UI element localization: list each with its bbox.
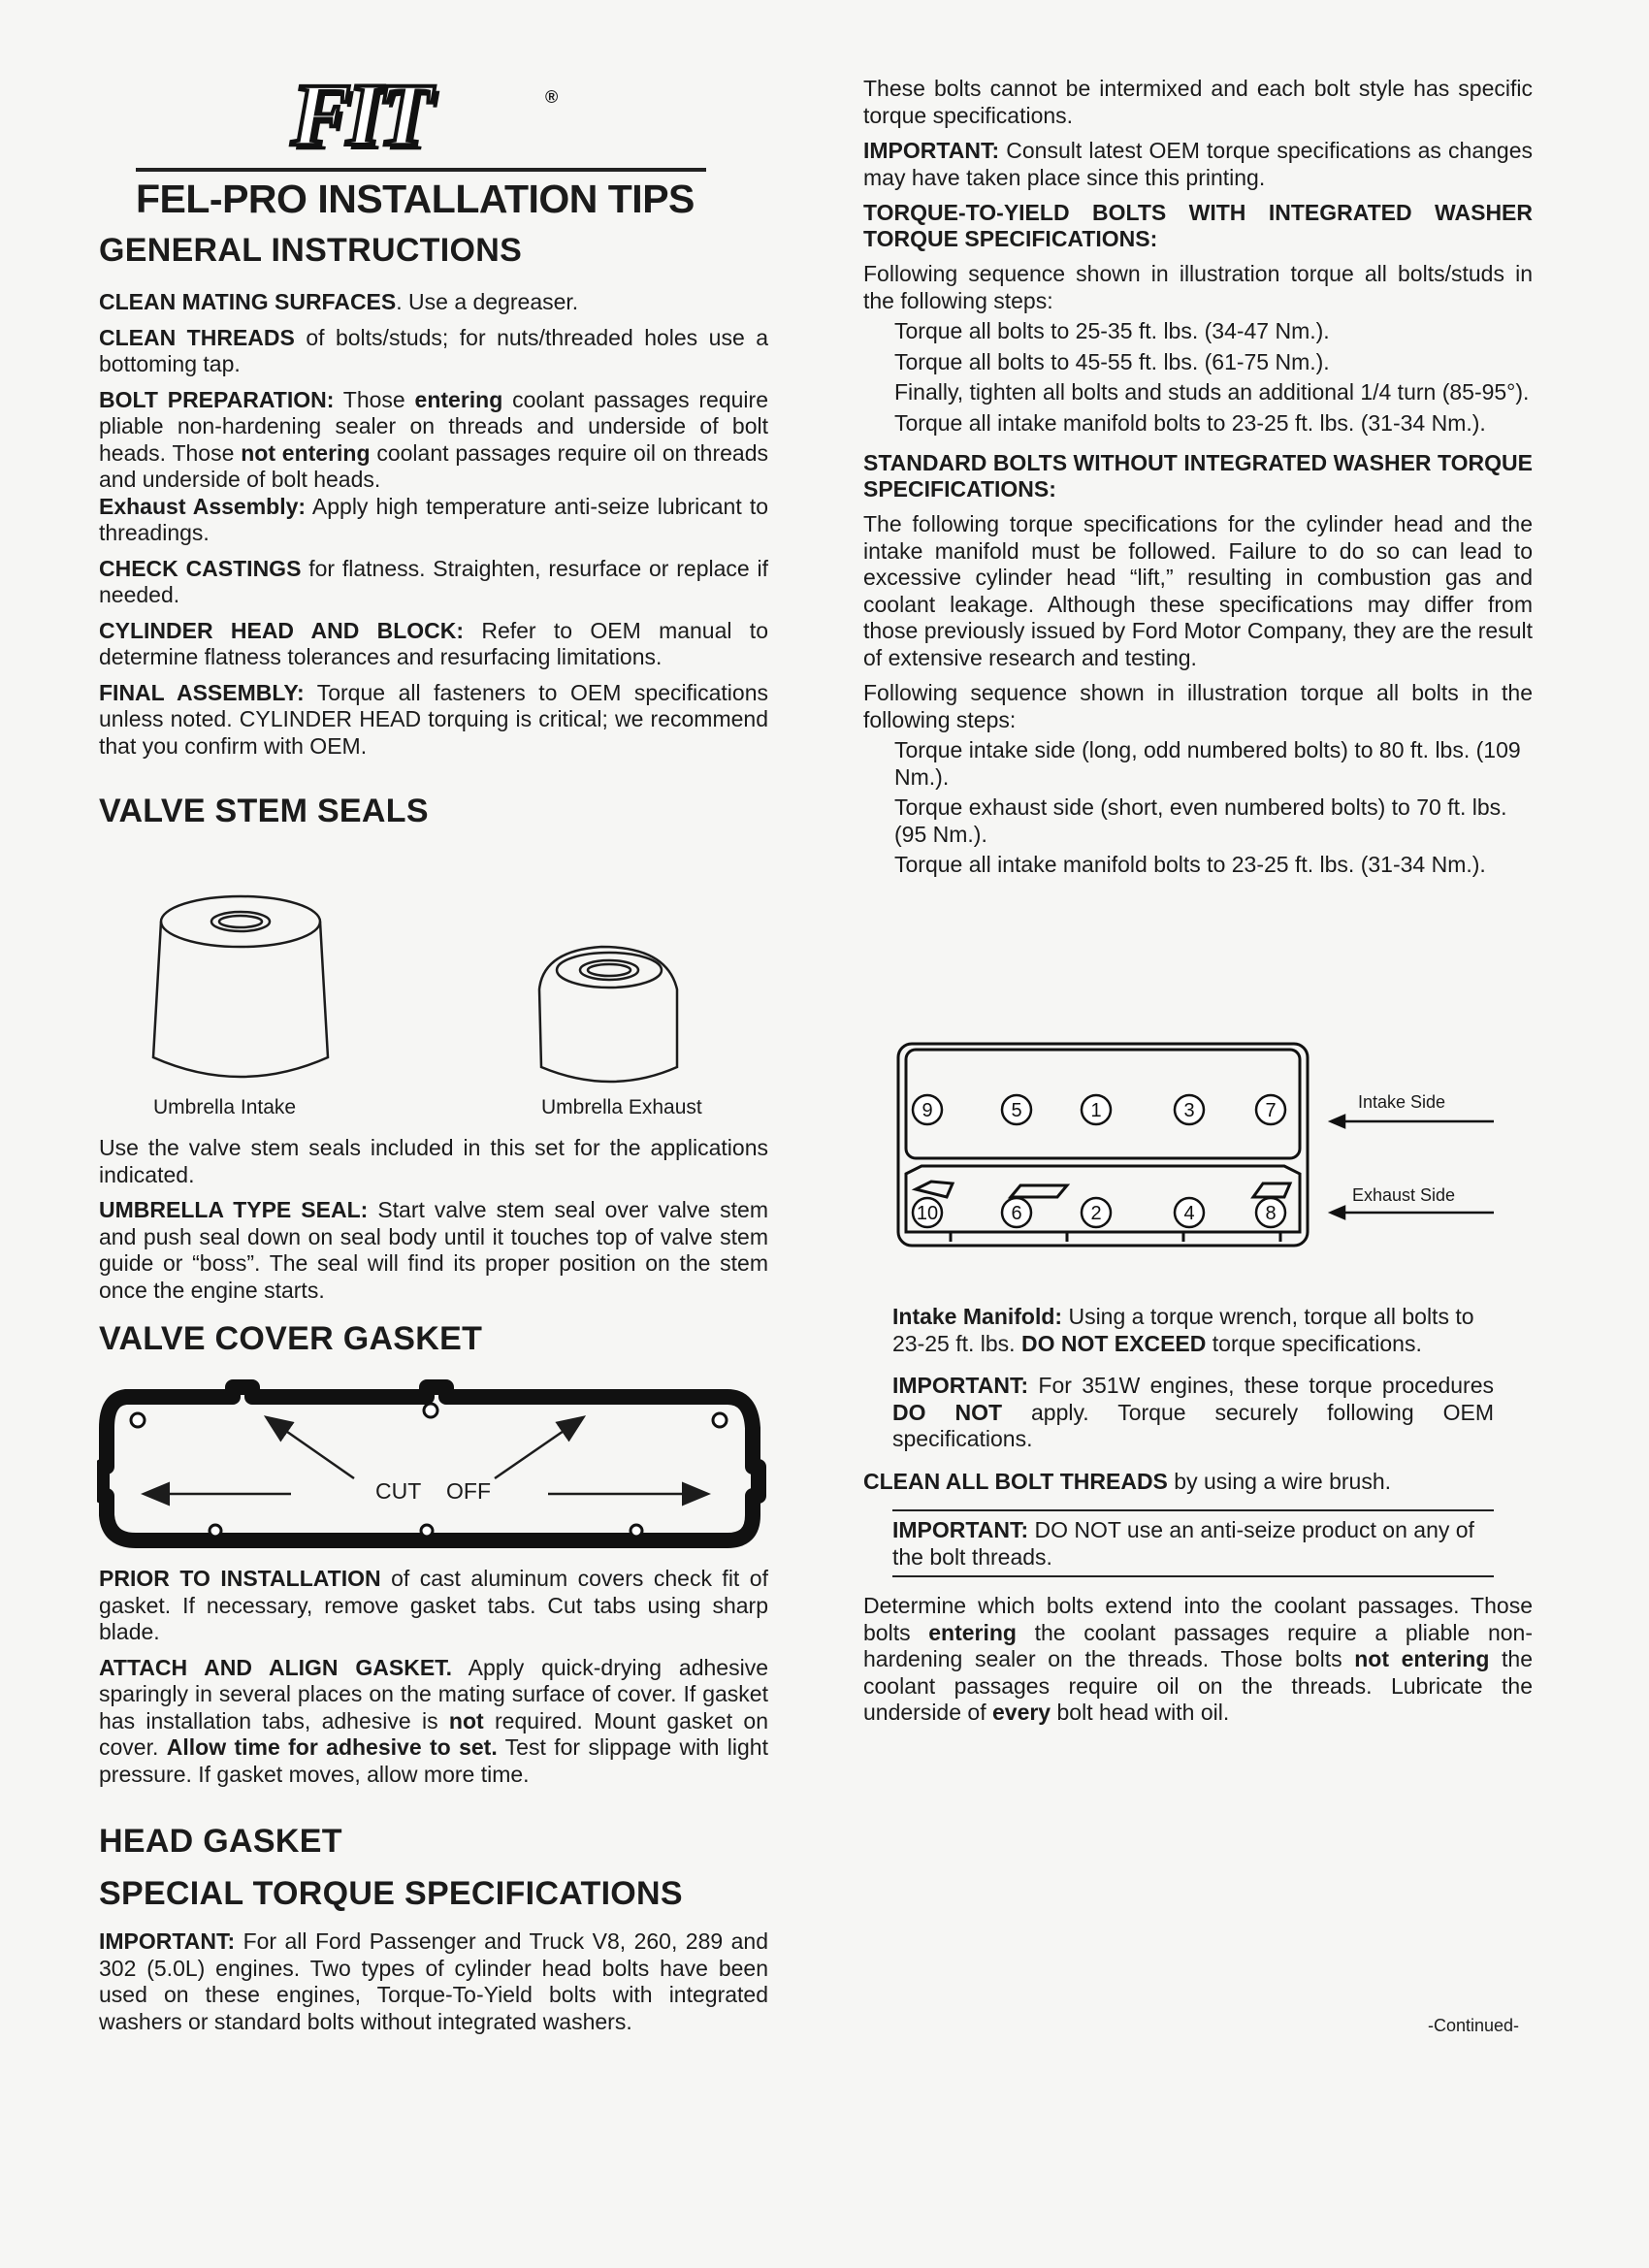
std-step-3: Torque all intake manifold bolts to 23-25 ft. lbs. (31-34 Nm.). <box>894 852 1486 877</box>
para-cylinder-head: CYLINDER HEAD AND BLOCK: Refer to OEM manual to determine flatness tolerances and resurfacing limitations. <box>99 617 768 669</box>
valve-stem-text <box>99 1135 768 1304</box>
bolt-circles <box>913 1095 1285 1227</box>
bolt-8-label: 8 <box>1265 1203 1277 1224</box>
para-clean-bolt-threads: CLEAN ALL BOLT THREADS by using a wire brush. <box>863 1469 1392 1494</box>
registered-mark: ® <box>545 87 559 107</box>
para-final-assembly: FINAL ASSEMBLY: Torque all fasteners to OEM specifications unless noted. CYLINDER HEAD torquing is critical; we recommend that you confirm with OEM. <box>99 679 768 759</box>
section-heading-special-torque: SPECIAL TORQUE SPECIFICATIONS <box>99 1875 683 1912</box>
section-heading-general: GENERAL INSTRUCTIONS <box>99 232 523 269</box>
clean-bolt-threads <box>863 1469 1533 1496</box>
label-exhaust-side: Exhaust Side <box>1352 1185 1456 1205</box>
para-clean-surfaces: CLEAN MATING SURFACES. Use a degreaser. <box>99 289 579 314</box>
rule-top <box>892 1509 1494 1511</box>
para-important-ford: IMPORTANT: For all Ford Passenger and Truck V8, 260, 289 and 302 (5.0L) engines. Two types of cylinder head bolts have been used on these engines, Torque-To-Yield bolts with integrated washers or standard bolts without integrated washers. <box>99 1928 768 2034</box>
para-important-antiseize: IMPORTANT: DO NOT use an anti-seize product on any of the bolt threads. <box>892 1517 1474 1570</box>
para-bolts-intermixed: These bolts cannot be intermixed and each bolt style has specific torque specifications. <box>863 76 1533 128</box>
gasket-outline-icon <box>102 1387 759 1540</box>
para-exhaust-assembly: Exhaust Assembly: Apply high temperature anti-seize lubricant to threadings. <box>99 493 768 545</box>
bolt-1-label: 1 <box>1090 1100 1102 1121</box>
tty-step-2: Torque all bolts to 45-55 ft. lbs. (61-75 Nm.). <box>894 348 1330 374</box>
logo-text: FIT <box>291 65 429 164</box>
heading-standard-bolts: STANDARD BOLTS WITHOUT INTEGRATED WASHER TORQUE SPECIFICATIONS: <box>863 450 1533 502</box>
valve-seal-illustration <box>146 892 728 1116</box>
para-important-oem: IMPORTANT: Consult latest OEM torque specifications as changes may have taken place since this printing. <box>863 138 1533 190</box>
umbrella-intake-icon <box>153 896 328 1077</box>
para-coolant-passages: Determine which bolts extend into the coolant passages. Those bolts entering the coolant passages require a pliable non-hardening sealer on the threads. Those bolts not entering the coolant passages require oil on the threads. Lubricate the underside of every bolt head with oil. <box>863 1593 1533 1725</box>
label-off: OFF <box>442 1478 495 1505</box>
label-umbrella-intake: Umbrella Intake <box>153 1096 297 1118</box>
bolt-6-label: 6 <box>1011 1203 1022 1224</box>
right-column <box>863 76 1533 879</box>
section-heading-head-gasket: HEAD GASKET <box>99 1823 342 1860</box>
bolt-9-label: 9 <box>922 1100 933 1121</box>
important-box <box>892 1517 1494 1571</box>
para-valve-seals: Use the valve stem seals included in this set for the applications indicated. <box>99 1135 768 1187</box>
bolt-7-label: 7 <box>1265 1100 1277 1121</box>
para-bolt-prep: BOLT PREPARATION: Those entering coolant passages require pliable non-hardening sealer on threads and underside of bolt heads. Those not entering coolant passages require oil on threads and underside of bolt heads. <box>99 386 768 492</box>
para-standard-2: Following sequence shown in illustration torque all bolts in the following steps: <box>863 680 1533 732</box>
std-step-1: Torque intake side (long, odd numbered bolts) to 80 ft. lbs. (109 Nm.). <box>894 737 1521 790</box>
label-cut: CUT <box>372 1478 425 1505</box>
left-column <box>99 289 768 760</box>
bolt-4-label: 4 <box>1183 1203 1195 1224</box>
exhaust-side-arrow-icon <box>1331 1207 1494 1218</box>
para-tty-intro: Following sequence shown in illustration torque all bolts/studs in the following steps: <box>863 261 1533 313</box>
rule-bottom <box>892 1575 1494 1577</box>
section-heading-valve-stem: VALVE STEM SEALS <box>99 793 429 829</box>
head-gasket-text <box>99 1928 768 2035</box>
para-umbrella-seal: UMBRELLA TYPE SEAL: Start valve stem seal over valve stem and push seal down on seal body until it touches top of valve stem guide or “boss”. The seal will find its proper position on the stem once the engine starts. <box>99 1197 768 1303</box>
para-prior-install: PRIOR TO INSTALLATION of cast aluminum covers check fit of gasket. If necessary, remove gasket tabs. Cut tabs using sharp blade. <box>99 1566 768 1644</box>
tty-step-1: Torque all bolts to 25-35 ft. lbs. (34-47 Nm.). <box>894 318 1330 343</box>
std-step-2: Torque exhaust side (short, even numbered bolts) to 70 ft. lbs. (95 Nm.). <box>894 794 1507 847</box>
bolt-10-label: 10 <box>916 1203 939 1224</box>
tty-step-3: Finally, tighten all bolts and studs an additional 1/4 turn (85-95°). <box>894 379 1530 405</box>
para-check-castings: CHECK CASTINGS for flatness. Straighten, resurface or replace if needed. <box>99 555 768 607</box>
bolt-5-label: 5 <box>1011 1100 1022 1121</box>
manifold-text <box>892 1304 1494 1453</box>
final-text <box>863 1593 1533 1727</box>
para-standard-1: The following torque specifications for the cylinder head and the intake manifold must be followed. Failure to do so can lead to excessive cylinder head “lift,” resulting in combustion gas and coolant leakage. Although these specifications may differ from those previously issued by Ford Motor Company, they are the result of extensive research and testing. <box>863 511 1533 670</box>
section-heading-valve-cover: VALVE COVER GASKET <box>99 1320 483 1357</box>
para-clean-threads: CLEAN THREADS of bolts/studs; for nuts/threaded holes use a bottoming tap. <box>99 324 768 376</box>
fit-logo <box>291 65 582 165</box>
para-intake-manifold: Intake Manifold: Using a torque wrench, torque all bolts to 23-25 ft. lbs. DO NOT EXCEED torque specifications. <box>892 1304 1474 1356</box>
label-umbrella-exhaust: Umbrella Exhaust <box>541 1096 702 1118</box>
heading-tty: TORQUE-TO-YIELD BOLTS WITH INTEGRATED WASHER TORQUE SPECIFICATIONS: <box>863 200 1533 251</box>
page-title: FEL-PRO INSTALLATION TIPS <box>136 177 695 221</box>
bolt-3-label: 3 <box>1183 1100 1195 1121</box>
continued-label: -Continued- <box>1428 2016 1520 2035</box>
para-attach-gasket: ATTACH AND ALIGN GASKET. Apply quick-drying adhesive sparingly in several places on the mating surface of cover. If gasket has installation tabs, adhesive is not required. Mount gasket on cover. Allow time for adhesive to set. Test for slippage with light pressure. If gasket moves, allow more time. <box>99 1654 768 1787</box>
intake-side-arrow-icon <box>1331 1116 1494 1127</box>
bolt-2-label: 2 <box>1090 1203 1102 1224</box>
valve-cover-gasket-diagram <box>97 1370 766 1564</box>
valve-cover-text <box>99 1566 768 1788</box>
label-intake-side: Intake Side <box>1358 1092 1446 1112</box>
title-rule <box>136 168 706 172</box>
para-important-351w: IMPORTANT: For 351W engines, these torque procedures DO NOT apply. Torque securely following OEM specifications. <box>892 1373 1494 1451</box>
bolt-sequence-diagram <box>892 1038 1513 1271</box>
umbrella-exhaust-icon <box>539 947 677 1082</box>
tty-step-4: Torque all intake manifold bolts to 23-25 ft. lbs. (31-34 Nm.). <box>894 409 1486 436</box>
